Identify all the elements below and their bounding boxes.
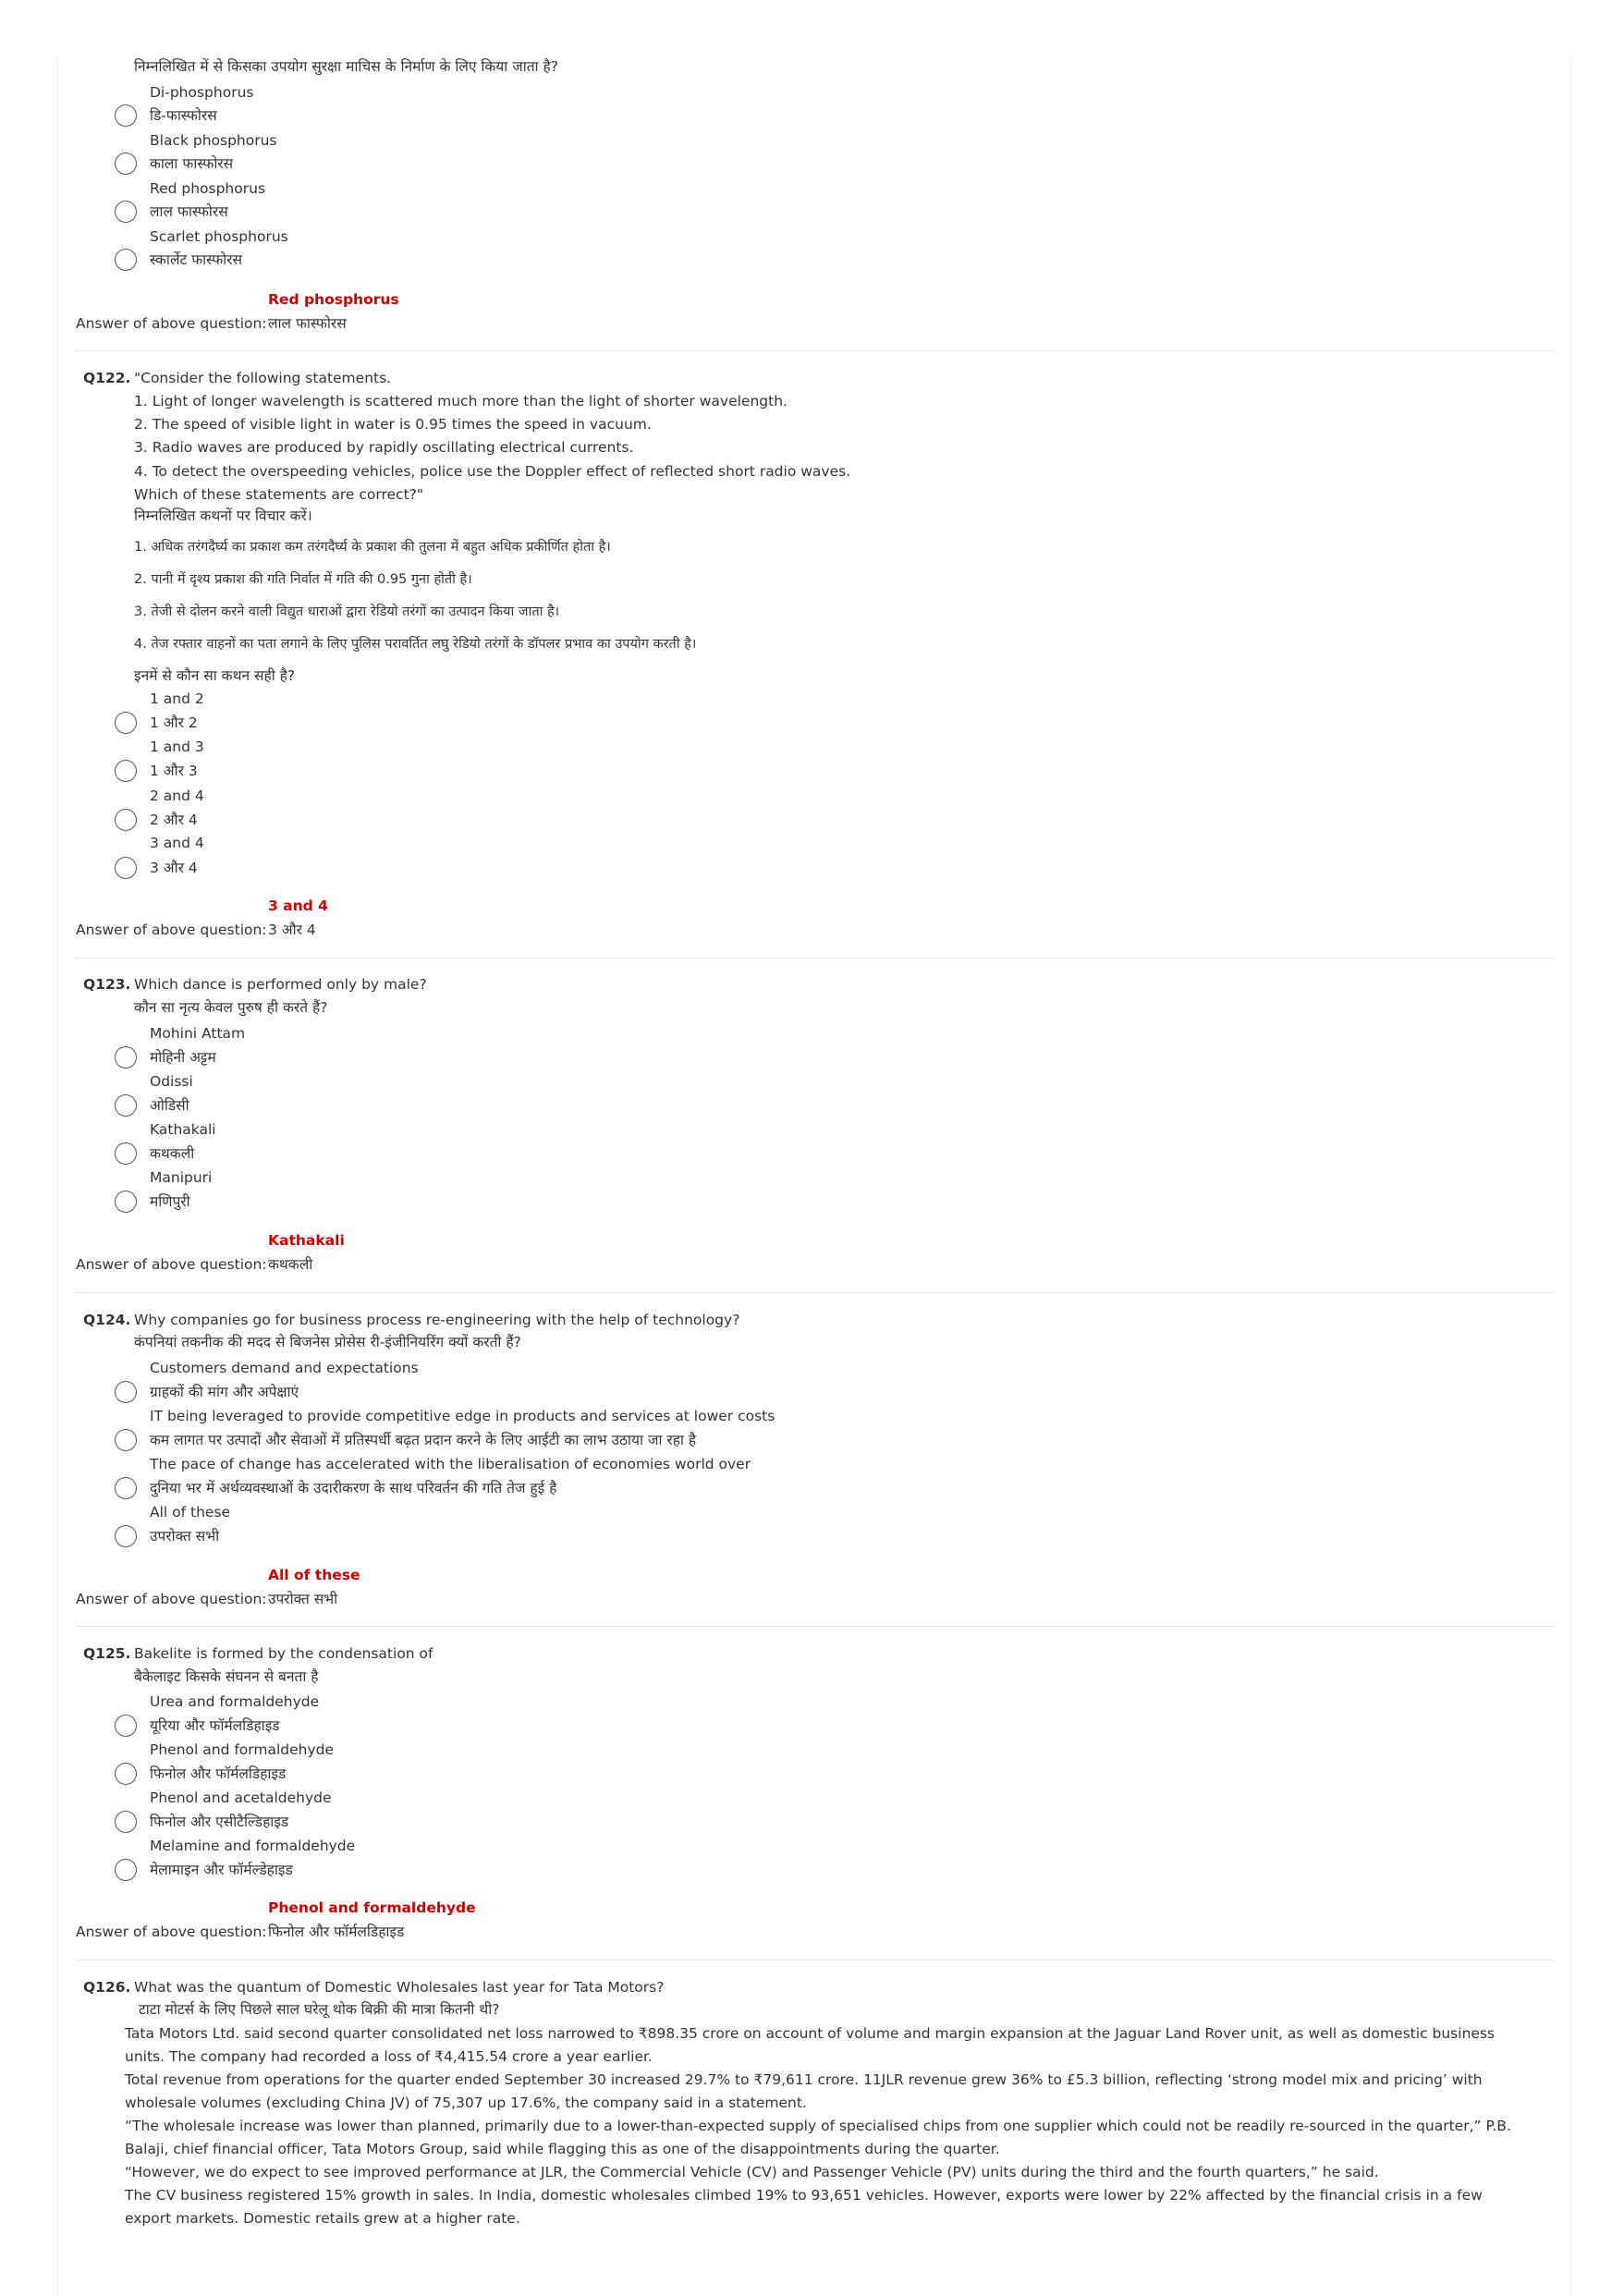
option-radio[interactable] <box>115 1046 137 1069</box>
option-hi: 2 और 4 <box>150 812 198 828</box>
passage-paragraph: Tata Motors Ltd. said second quarter consolidated net loss narrowed to ₹898.35 crore on account of volume and margin expansion at the Jaguar Land Rover unit, as well as domestic business units. The company had recorded a loss of ₹4,415.54 crore a year earlier. <box>125 2025 1496 2065</box>
option-radio[interactable] <box>115 1381 137 1403</box>
statement-hi: 2. पानी में दृश्य प्रकाश की गति निर्वात में गति की 0.95 गुना होती है। <box>134 572 472 587</box>
answer-value: 3 और 4 <box>268 922 316 938</box>
statement-hi: 1. अधिक तरंगदैर्घ्य का प्रकाश कम तरंगदैर्घ्य के प्रकाश की तुलना में बहुत अधिक प्रकीर्णित होता है। <box>134 540 611 555</box>
answer-value: उपरोक्त सभी <box>268 1591 338 1607</box>
option-hi: फिनोल और फॉर्मलडिहाइड <box>150 1765 287 1782</box>
option-radio[interactable] <box>115 1525 137 1547</box>
option-en: All of these <box>150 1504 231 1520</box>
option-en: Urea and formaldehyde <box>150 1693 320 1710</box>
answer-value: कथकली <box>268 1256 313 1273</box>
option-en: Di-phosphorus <box>150 84 254 101</box>
option-en: Melamine and formaldehyde <box>150 1838 356 1854</box>
option-hi: दुनिया भर में अर्थव्यवस्थाओं के उदारीकरण के साथ परिवर्तन की गति तेज हुई है <box>150 1480 557 1496</box>
option-hi: फिनोल और एसीटैल्डिहाइड <box>150 1814 289 1830</box>
option-radio[interactable] <box>115 1811 137 1833</box>
option-hi: स्कार्लेट फास्फोरस <box>150 251 242 268</box>
option-en: Kathakali <box>150 1121 216 1138</box>
option-hi: ग्राहकों की मांग और अपेक्षाएं <box>150 1384 299 1400</box>
option-hi: ओडिसी <box>150 1097 189 1114</box>
option-radio[interactable] <box>115 1477 137 1499</box>
question-number: Q122. <box>83 370 131 386</box>
answer-label: Answer of above question: <box>76 1591 267 1607</box>
question-text-hi: टाटा मोटर्स के लिए पिछले साल घरेलू थोक बिक्री की मात्रा कितनी थी? <box>139 2001 500 2018</box>
correct-answer: Kathakali <box>268 1232 345 1249</box>
passage <box>125 2022 1511 2230</box>
answer-label: Answer of above question: <box>76 1256 267 1273</box>
statement-en: 4. To detect the overspeeding vehicles, police use the Doppler effect of reflected short radio waves. <box>134 463 851 480</box>
option-radio[interactable] <box>115 1191 137 1213</box>
option-hi: कथकली <box>150 1145 195 1162</box>
statement-en: 2. The speed of visible light in water is 0.95 times the speed in vacuum. <box>134 416 652 433</box>
option-radio[interactable] <box>115 857 137 879</box>
option-en: Manipuri <box>150 1169 213 1186</box>
option-radio[interactable] <box>115 1429 137 1451</box>
option-radio[interactable] <box>115 1094 137 1117</box>
question-text-hi: निम्नलिखित में से किसका उपयोग सुरक्षा माचिस के निर्माण के लिए किया जाता है? <box>134 58 558 75</box>
option-hi: यूरिया और फॉर्मलडिहाइड <box>150 1717 280 1734</box>
option-en: Odissi <box>150 1073 193 1090</box>
question-number: Q126. <box>83 1979 131 1996</box>
answer-value: फिनोल और फॉर्मलडिहाइड <box>268 1924 405 1940</box>
option-hi: 1 और 3 <box>150 763 198 779</box>
statement-en: 3. Radio waves are produced by rapidly oscillating electrical currents. <box>134 439 634 456</box>
option-radio[interactable] <box>115 153 137 175</box>
question-text-en: What was the quantum of Domestic Wholesales last year for Tata Motors? <box>134 1979 665 1996</box>
correct-answer: Red phosphorus <box>268 291 399 308</box>
option-radio[interactable] <box>115 201 137 223</box>
correct-answer: Phenol and formaldehyde <box>268 1899 476 1916</box>
option-hi: मोहिनी अट्टम <box>150 1049 216 1066</box>
passage-paragraph: “However, we do expect to see improved performance at JLR, the Commercial Vehicle (CV) and Passenger Vehicle (PV) units during the third and the fourth quarters,” he said. <box>125 2164 1379 2180</box>
option-hi: डि-फास्फोरस <box>150 107 217 124</box>
passage-paragraph: The CV business registered 15% growth in sales. In India, domestic wholesales climbed 19% to 93,651 vehicles. However, exports were lower by 22% affected by the financial crisis in a few export markets. Domestic retails grew at a higher rate. <box>125 2187 1483 2227</box>
answer-value: लाल फास्फोरस <box>268 315 347 332</box>
separator <box>76 958 1555 959</box>
question-text-hi: कौन सा नृत्य केवल पुरुष ही करते हैं? <box>134 999 328 1016</box>
statement-hi: 3. तेजी से दोलन करने वाली विद्युत धाराओं द्वारा रेडियो तरंगों का उत्पादन किया जाता है। <box>134 605 560 619</box>
option-en: Black phosphorus <box>150 132 277 149</box>
option-hi: उपरोक्त सभी <box>150 1528 220 1545</box>
correct-answer: All of these <box>268 1567 360 1583</box>
question-number: Q124. <box>83 1312 131 1328</box>
separator <box>76 1626 1555 1627</box>
option-en: Customers demand and expectations <box>150 1360 419 1376</box>
option-radio[interactable] <box>115 104 137 127</box>
option-radio[interactable] <box>115 809 137 831</box>
option-hi: लाल फास्फोरस <box>150 203 228 220</box>
answer-label: Answer of above question: <box>76 315 267 332</box>
question-closing-hi: इनमें से कौन सा कथन सही है? <box>134 667 296 684</box>
option-hi: 3 और 4 <box>150 860 198 876</box>
statement-hi: 4. तेज रफ्तार वाहनों का पता लगाने के लिए पुलिस परावर्तित लघु रेडियो तरंगों के डॉपलर प्रभाव का उपयोग करती है। <box>134 637 697 652</box>
option-en: 2 and 4 <box>150 788 204 804</box>
question-number: Q125. <box>83 1645 131 1662</box>
separator <box>76 1292 1555 1293</box>
correct-answer: 3 and 4 <box>268 898 328 914</box>
question-text-en: Which dance is performed only by male? <box>134 976 427 993</box>
answer-label: Answer of above question: <box>76 922 267 938</box>
option-radio[interactable] <box>115 712 137 734</box>
answer-label: Answer of above question: <box>76 1924 267 1940</box>
option-en: Phenol and acetaldehyde <box>150 1789 332 1806</box>
option-en: 1 and 2 <box>150 690 204 707</box>
question-text-en: Bakelite is formed by the condensation of <box>134 1645 433 1662</box>
question-number: Q123. <box>83 976 131 993</box>
question-text-en: "Consider the following statements. <box>134 370 392 386</box>
option-hi: 1 और 2 <box>150 714 198 731</box>
option-hi: मेलामाइन और फॉर्मल्डेहाइड <box>150 1862 293 1878</box>
question-text-hi: कंपनियां तकनीक की मदद से बिजनेस प्रोसेस री-इंजीनियरिंग क्यों करती हैं? <box>134 1334 521 1350</box>
passage-paragraph: Total revenue from operations for the quarter ended September 30 increased 29.7% to ₹79,611 crore. 11JLR revenue grew 36% to £5.3 billion, reflecting ‘strong model mix and pricing’ with wholesale volumes (excluding China JV) of 75,307 up 17.6%, the company said in a statement. <box>125 2071 1483 2111</box>
option-radio[interactable] <box>115 760 137 782</box>
option-radio[interactable] <box>115 1715 137 1737</box>
option-en: IT being leveraged to provide competitive edge in products and services at lower costs <box>150 1408 775 1424</box>
option-en: Mohini Attam <box>150 1025 246 1042</box>
option-radio[interactable] <box>115 1142 137 1165</box>
option-hi: मणिपुरी <box>150 1193 190 1210</box>
option-hi: काला फास्फोरस <box>150 155 234 172</box>
option-en: The pace of change has accelerated with the liberalisation of economies world over <box>150 1456 751 1472</box>
option-radio[interactable] <box>115 249 137 271</box>
question-text-en: Why companies go for business process re-engineering with the help of technology? <box>134 1312 740 1328</box>
question-closing-en: Which of these statements are correct?" <box>134 486 423 503</box>
option-en: 3 and 4 <box>150 835 204 851</box>
option-en: 1 and 3 <box>150 739 204 755</box>
option-hi: कम लागत पर उत्पादों और सेवाओं में प्रतिस्पर्धी बढ़त प्रदान करने के लिए आईटी का लाभ उठाया जा रहा है <box>150 1432 697 1448</box>
option-en: Scarlet phosphorus <box>150 228 288 245</box>
option-en: Phenol and formaldehyde <box>150 1741 335 1758</box>
option-radio[interactable] <box>115 1763 137 1785</box>
question-text-hi: निम्नलिखित कथनों पर विचार करें। <box>134 507 312 524</box>
separator <box>76 350 1555 351</box>
statement-en: 1. Light of longer wavelength is scattered much more than the light of shorter wavelength. <box>134 393 788 409</box>
option-en: Red phosphorus <box>150 180 266 197</box>
passage-paragraph: “The wholesale increase was lower than planned, primarily due to a lower-than-expected supply of specialised chips from one supplier which could not be readily re-sourced in the quarter,” P.B. Balaji, chief financial officer, Tata Motors Group, said while flagging this as one of the disappointments during the quarter. <box>125 2118 1511 2157</box>
option-radio[interactable] <box>115 1859 137 1881</box>
question-text-hi: बैकेलाइट किसके संघनन से बनता है <box>134 1668 319 1685</box>
